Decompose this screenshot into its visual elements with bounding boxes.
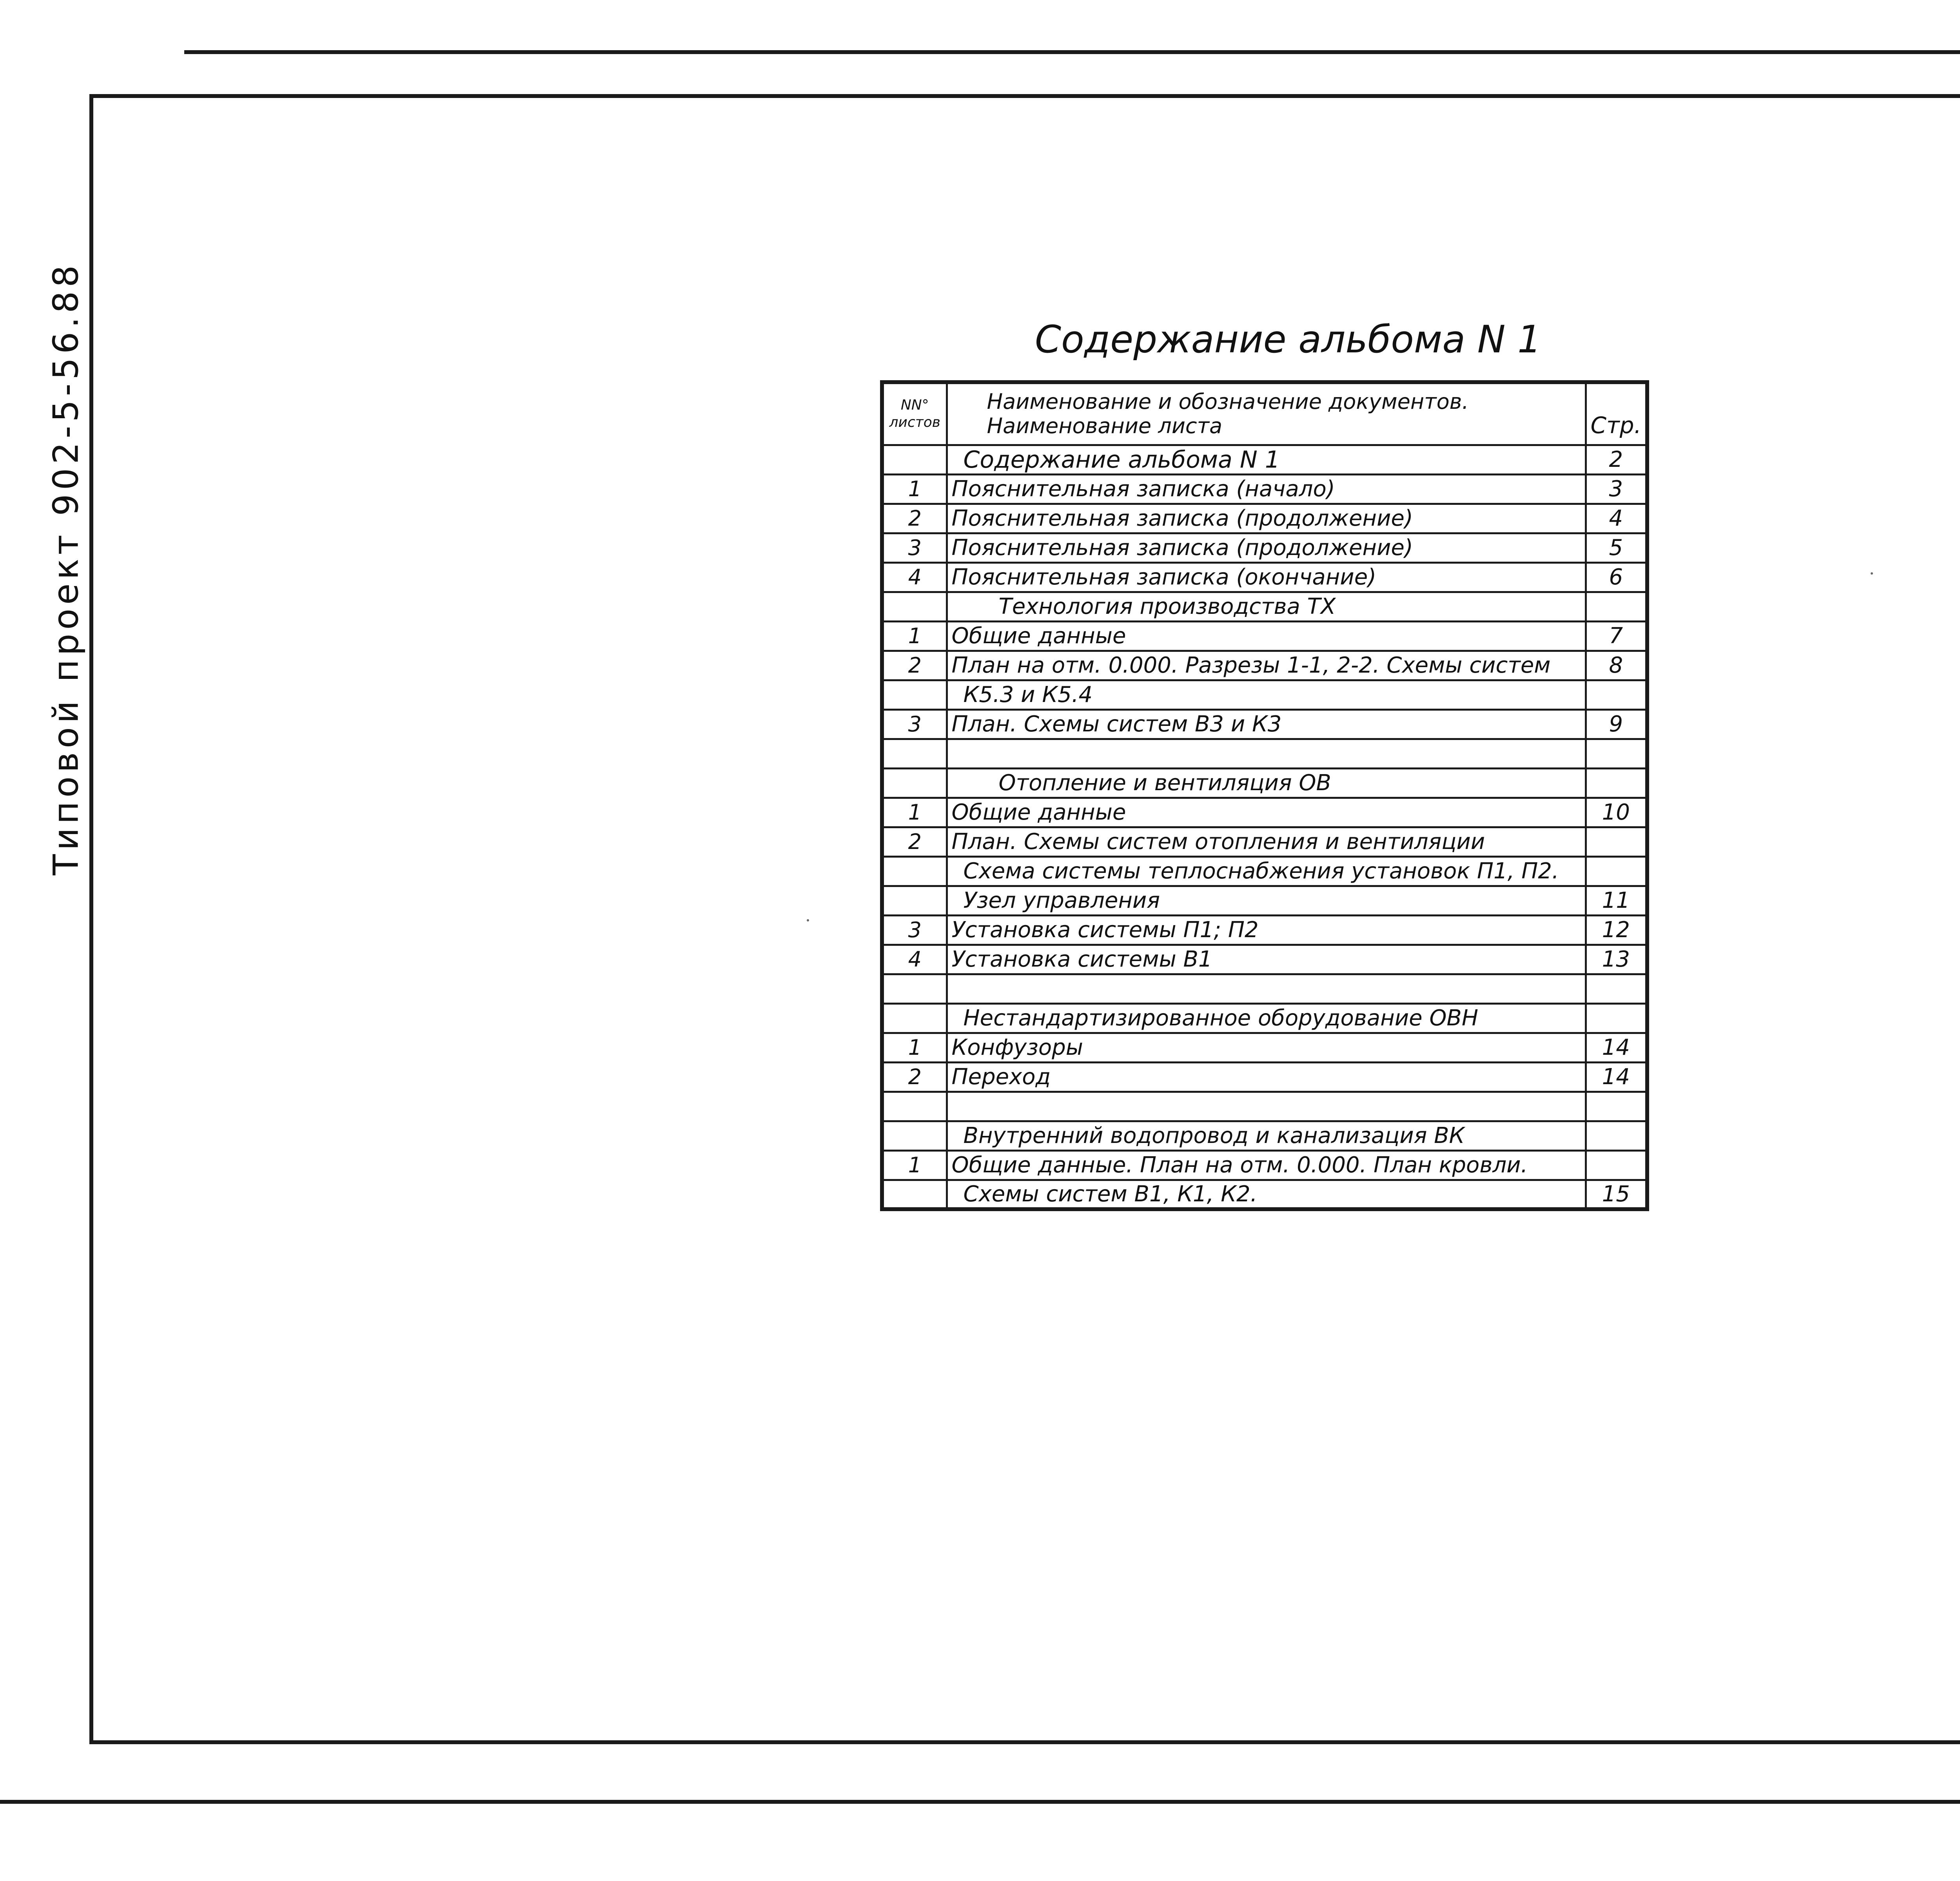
row-name-cell (947, 1092, 1586, 1121)
row-num-cell (882, 739, 947, 768)
row-name-cell: Внутренний водопровод и канализация ВК (947, 1121, 1586, 1150)
row-num-cell: 2 (882, 827, 947, 856)
table-header-row (882, 382, 1647, 445)
row-page-cell: 14 (1586, 1033, 1647, 1062)
row-page-cell: 5 (1586, 533, 1647, 562)
row-name-cell: Установка системы П1; П2 (947, 915, 1586, 945)
row-name-cell: Пояснительная записка (начало) (947, 474, 1586, 504)
row-name-cell: Пояснительная записка (продолжение) (947, 533, 1586, 562)
row-num-cell: 3 (882, 709, 947, 739)
row-page-cell: 15 (1586, 1180, 1647, 1209)
row-num-cell: 2 (882, 1062, 947, 1092)
table-row (882, 592, 1647, 621)
row-num-cell: 1 (882, 1150, 947, 1180)
row-num-cell (882, 886, 947, 915)
row-num-cell: 1 (882, 474, 947, 504)
table-row (882, 1092, 1647, 1121)
table-row (882, 533, 1647, 562)
row-page-cell: 4 (1586, 504, 1647, 533)
row-name-cell: Переход (947, 1062, 1586, 1092)
table-row (882, 651, 1647, 680)
row-page-cell (1586, 974, 1647, 1003)
top-border-line (184, 50, 1960, 54)
row-name-cell: Технология производства ТХ (947, 592, 1586, 621)
row-num-cell: 1 (882, 798, 947, 827)
row-page-cell (1586, 739, 1647, 768)
row-num-cell: 1 (882, 1033, 947, 1062)
row-num-cell (882, 1121, 947, 1150)
table-row (882, 709, 1647, 739)
row-num-cell (882, 1180, 947, 1209)
row-name-cell: Пояснительная записка (окончание) (947, 562, 1586, 592)
row-num-cell (882, 856, 947, 886)
row-page-cell (1586, 592, 1647, 621)
row-num-cell: 3 (882, 533, 947, 562)
page-title: Содержание альбома N 1 (1035, 317, 1542, 361)
row-name-cell: Содержание альбома N 1 (947, 445, 1586, 474)
row-name-cell: План. Схемы систем В3 и К3 (947, 709, 1586, 739)
header-page-cell: Стр. (1586, 382, 1647, 445)
table-row (882, 1180, 1647, 1209)
row-name-cell: Общие данные (947, 798, 1586, 827)
table-row (882, 798, 1647, 827)
header-name-cell (947, 382, 1586, 445)
table-row (882, 886, 1647, 915)
row-page-cell: 12 (1586, 915, 1647, 945)
row-page-cell (1586, 827, 1647, 856)
table-row (882, 974, 1647, 1003)
row-num-cell (882, 974, 947, 1003)
row-name-cell: Схемы систем В1, К1, К2. (947, 1180, 1586, 1209)
row-name-cell: План на отм. 0.000. Разрезы 1-1, 2-2. Схемы систем (947, 651, 1586, 680)
table-row (882, 1033, 1647, 1062)
scan-speck (807, 919, 809, 921)
bottom-border-line (0, 1800, 1960, 1804)
row-num-cell (882, 680, 947, 709)
row-name-cell: Общие данные (947, 621, 1586, 651)
scan-speck (1871, 572, 1873, 575)
row-page-cell: 8 (1586, 651, 1647, 680)
row-name-cell: Пояснительная записка (продолжение) (947, 504, 1586, 533)
header-name-line-2: Наименование листа (987, 414, 1223, 439)
row-num-cell: 1 (882, 621, 947, 651)
row-num-cell: 4 (882, 562, 947, 592)
row-page-cell: 14 (1586, 1062, 1647, 1092)
row-page-cell (1586, 1121, 1647, 1150)
contents-table-body (882, 382, 1647, 1209)
row-page-cell: 3 (1586, 474, 1647, 504)
row-page-cell: 2 (1586, 445, 1647, 474)
project-side-label: Типовой проект 902-5-56.88 (45, 261, 86, 876)
table-row (882, 856, 1647, 886)
row-page-cell: 7 (1586, 621, 1647, 651)
table-row (882, 445, 1647, 474)
row-name-cell: Узел управления (947, 886, 1586, 915)
table-row (882, 945, 1647, 974)
row-page-cell: 6 (1586, 562, 1647, 592)
row-name-cell: Конфузоры (947, 1033, 1586, 1062)
row-page-cell (1586, 768, 1647, 798)
row-num-cell: 2 (882, 651, 947, 680)
row-name-cell: К5.3 и К5.4 (947, 680, 1586, 709)
row-name-cell: План. Схемы систем отопления и вентиляции (947, 827, 1586, 856)
row-page-cell: 13 (1586, 945, 1647, 974)
table-row (882, 1062, 1647, 1092)
row-page-cell (1586, 680, 1647, 709)
header-num-line-2: листов (889, 414, 940, 431)
table-row (882, 768, 1647, 798)
table-row (882, 827, 1647, 856)
table-row (882, 915, 1647, 945)
row-num-cell (882, 592, 947, 621)
row-page-cell (1586, 1003, 1647, 1033)
table-row (882, 680, 1647, 709)
table-row (882, 621, 1647, 651)
contents-table (880, 380, 1649, 1211)
row-page-cell (1586, 1092, 1647, 1121)
table-row (882, 504, 1647, 533)
table-row (882, 1150, 1647, 1180)
row-name-cell: Общие данные. План на отм. 0.000. План кровли. (947, 1150, 1586, 1180)
table-row (882, 562, 1647, 592)
table-row (882, 739, 1647, 768)
row-num-cell: 2 (882, 504, 947, 533)
table-row (882, 1121, 1647, 1150)
row-name-cell: Установка системы В1 (947, 945, 1586, 974)
row-name-cell: Схема системы теплоснабжения установок П1, П2. (947, 856, 1586, 886)
row-page-cell (1586, 1150, 1647, 1180)
row-num-cell: 3 (882, 915, 947, 945)
row-name-cell (947, 739, 1586, 768)
header-num-line-1: NN° (900, 397, 929, 414)
row-num-cell (882, 1003, 947, 1033)
header-name-line-1: Наименование и обозначение документов. (987, 389, 1469, 414)
row-page-cell (1586, 856, 1647, 886)
row-num-cell (882, 768, 947, 798)
row-name-cell (947, 974, 1586, 1003)
row-name-cell: Отопление и вентиляция ОВ (947, 768, 1586, 798)
row-name-cell: Нестандартизированное оборудование ОВН (947, 1003, 1586, 1033)
row-num-cell (882, 1092, 947, 1121)
row-num-cell (882, 445, 947, 474)
row-page-cell: 11 (1586, 886, 1647, 915)
table-row (882, 1003, 1647, 1033)
header-num-cell (882, 382, 947, 445)
row-page-cell: 10 (1586, 798, 1647, 827)
table-row (882, 474, 1647, 504)
row-page-cell: 9 (1586, 709, 1647, 739)
row-num-cell: 4 (882, 945, 947, 974)
